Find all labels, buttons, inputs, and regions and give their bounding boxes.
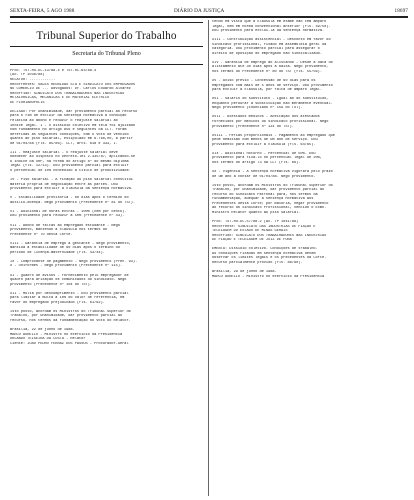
text-line: MARCO AURÉLIO - Ministro no exercício da Presidência (10, 332, 123, 337)
text-line: provimento para excluir a cláusula da sentença normativa. (10, 187, 133, 192)
text-line: Recorrente: SINDICATO DAS INDÚSTRIAS DE FIAÇÃO E (212, 224, 316, 229)
text-line: deferidas as seguintes condições, com o voto de vencido (10, 132, 129, 137)
text-line: auxílio-doença. Nego provimento (Precedente nº 81 do TST). (10, 200, 136, 205)
text-line: III - Reajuste salarial - O reajuste salarial deve (10, 150, 118, 155)
text-line: o índice da URP, na forma do artigo 8º do mesmo diploma (10, 159, 129, 164)
text-line: com fundamento no artigo 856 e seguintes da CLT. Foram (10, 128, 127, 133)
header-rule (10, 16, 408, 18)
text-line: Trabalho, por unanimidade, dar provimento parcial ao (10, 314, 123, 319)
text-line: Ciente: JOÃO PEDRO FERRAZ DOS PASSOS - Procurador-Geral (10, 341, 129, 346)
text-line: fundamentação, adequar a sentença normativa aos (212, 197, 314, 202)
text-line: de 01/04/88 (fls. 85/86). CLT, arts. 818 e 333, I. (10, 141, 118, 146)
text-line: XVI - Salário do substituto - Igual ao do substituído, (212, 97, 329, 102)
section-subtitle: Secretaria do Tribunal Pleno (72, 50, 141, 57)
text-line: favor do empregado prejudicado (fls. 61/62). (10, 300, 105, 305)
title-rule-top (10, 22, 203, 23)
header-publication: DIÁRIO DA JUSTIÇA (174, 8, 225, 14)
text-line: categoria. Dou provimento parcial para assegurar o (212, 47, 320, 52)
text-line: IV - Piso salarial - A fixação do piso salarial constitui (10, 178, 133, 183)
text-line: (Ac. TP 1036/88) (10, 73, 45, 78)
text-line: sindicato profissional, fixado em assembléia geral da (212, 42, 327, 47)
text-line: provimento para excluir a cláusula (fls. 64/65). (212, 142, 316, 147)
text-line: DECISÃO: Por unanimidade, dar provimento parcial ao recurso (10, 109, 138, 114)
text-line: Nego provimento (Enunciado nº 159 do TST). (212, 106, 303, 111)
text-line: período de licença-maternidade (fls. 43/44). (10, 250, 105, 255)
header-date: SEXTA-FEIRA, 5 AGO 1988 (10, 8, 75, 14)
text-line: tendo em vista que a cláusula em exame não tem amparo (212, 20, 327, 24)
text-line: EMENTA: Dissídio coletivo. Condições de trabalho. (212, 247, 318, 252)
text-line: Recorrido: SINDICATO DOS TRABALHADORES NAS INDÚSTRIAS (10, 91, 125, 96)
text-line: RELATOR: ............ (10, 78, 56, 83)
newspaper-page (10, 6, 408, 496)
text-line: quanto ao piso salarial, estipulado em 6.760,00, a partir (10, 137, 133, 142)
text-line: recurso, nos termos da fundamentação do voto do Relator. (10, 319, 131, 324)
text-line: alistamento até 30 dias após a baixa. Nego provimento, (212, 65, 329, 70)
text-line: o percentual de 10% concedido a título de produtividade. (10, 168, 131, 173)
right-column (212, 20, 408, 496)
text-line: V - Estabilidade provisória - 60 dias após o término do (10, 196, 129, 201)
text-line: nos termos do artigo 73 da CLT (fls. 66). (212, 160, 301, 165)
text-line: XIX - Adicional noturno - Percentual de 50%. Dou (212, 151, 316, 156)
text-line: para o fim de excluir da sentença normativa a condição (10, 114, 127, 119)
text-line: XX - Vigência - A sentença normativa vigorará pelo prazo (212, 170, 333, 175)
text-line: provimento (Precedente nº 104 do TST). (10, 282, 92, 287)
text-line: matéria própria de negociação entre as partes. Dou (10, 182, 118, 187)
text-line: Proc. TST-RO-DC-13/88.4 e TST-RC-63/88.4 (10, 68, 97, 73)
text-line: Proc. TST-RO-DC-57/88.2 (Ac. TP 1041/88) (212, 220, 299, 225)
text-line: VI - Adicional de horas extras - 100% (cem por cento). (10, 209, 127, 214)
text-line: quadro para afixação de comunicados do sindicato. Nego (10, 278, 127, 283)
left-column (10, 20, 203, 496)
text-line: legal (fls. 12/13). Dou provimento parcial para excluir (10, 164, 129, 169)
text-line: METALÚRGICAS, MECÂNICAS E DE MATERIAL ELÉTRICO (10, 96, 110, 101)
text-line: recurso do Sindicato Patronal para, nos termos da (212, 192, 318, 197)
text-line: NO COMÉRCIO DE ... Advogados: Dr. Carlos Eduardo Alvarez (10, 87, 131, 92)
right-column-text (212, 20, 408, 279)
text-line: MARCO AURÉLIO - Ministro no exercício da Presidência (212, 274, 325, 279)
text-line: Ministro Relator quanto ao piso salarial. (212, 210, 301, 215)
text-line: Isto posto, acordam os Ministros do Tribunal Superior do (10, 309, 131, 314)
text-line: Recurso parcialmente provido (fls. 88/90). (212, 260, 303, 265)
text-line: legal, nem em norma convencional anterior (fls. 49/50). (212, 24, 331, 29)
text-line: empregados com mais de 5 anos de serviço. Dou provimento (212, 83, 333, 88)
page-title: Tribunal Superior do Trabalho (36, 29, 177, 42)
text-line: Isto posto, acordam os Ministros do Tribunal Superior do (212, 183, 333, 188)
text-line: índice legal. I - O dissídio coletivo em tela foi ajuizado (10, 123, 136, 128)
text-line: VII - Abono de faltas ao empregado estudante - Nego (10, 223, 120, 228)
text-line: de um ano a contar de 01/04/88. Nego provimento. (212, 174, 316, 179)
text-line: pede demissão com menos de um ano de serviço. Dou (212, 138, 318, 143)
text-line: provimento (Precedente nº 124 do TST). (212, 124, 294, 129)
text-line: XII - Multa por descumprimento - Dou provimento parcial (10, 291, 129, 296)
text-line: nos termos do Precedente nº 80 do TST (fls. 55/56). (212, 70, 322, 75)
text-line: XV - Aviso prévio - Concessão de 60 dias para os (212, 79, 316, 84)
text-line: observar os limites legais e os precedentes da Corte. (212, 256, 327, 261)
text-line: DE FIAÇÃO E TECELAGEM DE JUIZ DE FORA (212, 238, 292, 243)
text-line: DE FLORIANÓPOLIS (10, 100, 45, 105)
subtitle-rule (10, 64, 203, 65)
header-page-number: 18697 (394, 8, 408, 14)
text-line: mantida a estabilidade de 60 dias após o término do (10, 246, 120, 251)
title-rule-bottom (10, 46, 203, 47)
page-header (10, 6, 408, 16)
left-column-text (10, 69, 203, 346)
text-line: obedecer ao disposto no Decreto-lei 2.335/87, aplicando-se (10, 155, 136, 160)
text-line: Precedente nº 70 desta Corte. (10, 232, 73, 237)
text-line: para excluir a cláusula, por falta de amparo legal. (212, 88, 322, 93)
text-line: VIII - Garantia de emprego à gestante - Nego provimento, (10, 241, 131, 246)
text-line: ao recurso do Sindicato Profissional, vencido o Exmo. (212, 206, 327, 211)
text-line: XIV - Garantia de emprego ao alistando - Desde a data do (212, 60, 333, 65)
text-line: provimento, mantendo a cláusula nos termos do (10, 228, 108, 233)
text-line: Recorrido: SINDICATO DOS TRABALHADORES NAS INDÚSTRIAS (212, 233, 327, 238)
text-line: Brasília, 22 de junho de 1988. (10, 328, 75, 333)
text-line: XIII - Contribuição assistencial - Desconto em favor do (212, 38, 331, 43)
text-line: Dou provimento para excluí-la da sentença normativa. (212, 29, 325, 34)
text-line: XVII - Atestados médicos - Aceitação dos atestados (212, 115, 320, 120)
text-line: ORLANDO TEIXEIRA DA COSTA - Relator (10, 337, 86, 342)
text-line: As condições fixadas em sentença normativa devem (212, 251, 316, 256)
text-line: enquanto perdurar a substituição não meramente eventual. (212, 101, 333, 106)
text-line: Brasília, 29 de junho de 1988. (212, 270, 277, 275)
text-line: Recorrentes: SALES REUNIDAS S/A E SINDICATO DOS EMPREGADOS (10, 82, 136, 87)
text-line: Dou provimento para reduzir a 50% (Precedente nº 43). (10, 214, 125, 219)
text-line: provimento para fixá-lo no percentual legal de 20%, (212, 156, 322, 161)
text-line: direito de oposição do empregado não sindicalizado. (212, 51, 322, 56)
text-line: TECELAGEM DO ESTADO DE MINAS GERAIS (212, 229, 288, 234)
text-line: XVIII - Férias proporcionais - Pagamento ao empregado que (212, 133, 335, 138)
text-line: relativa ao abono e reduzir o reajuste salarial ao (10, 118, 118, 123)
text-line: XI - Quadro de avisos - Fornecimento pelo empregador de (10, 273, 129, 278)
text-line: para limitar a multa a 10% do valor de referência, em (10, 296, 125, 301)
text-line: X - Uniformes - Nego provimento (Precedente nº 115). (10, 264, 123, 269)
text-line: fornecidos por médicos do sindicato profissional. Nego (212, 120, 329, 125)
text-line: Trabalho, por unanimidade, dar provimento parcial ao (212, 188, 325, 193)
column-divider (208, 20, 209, 496)
text-line: IX - Comprovante de pagamento - Nego provimento (Prec. 93). (10, 259, 138, 264)
text-line: Precedentes desta Corte; por maioria, negar provimento (212, 201, 329, 206)
